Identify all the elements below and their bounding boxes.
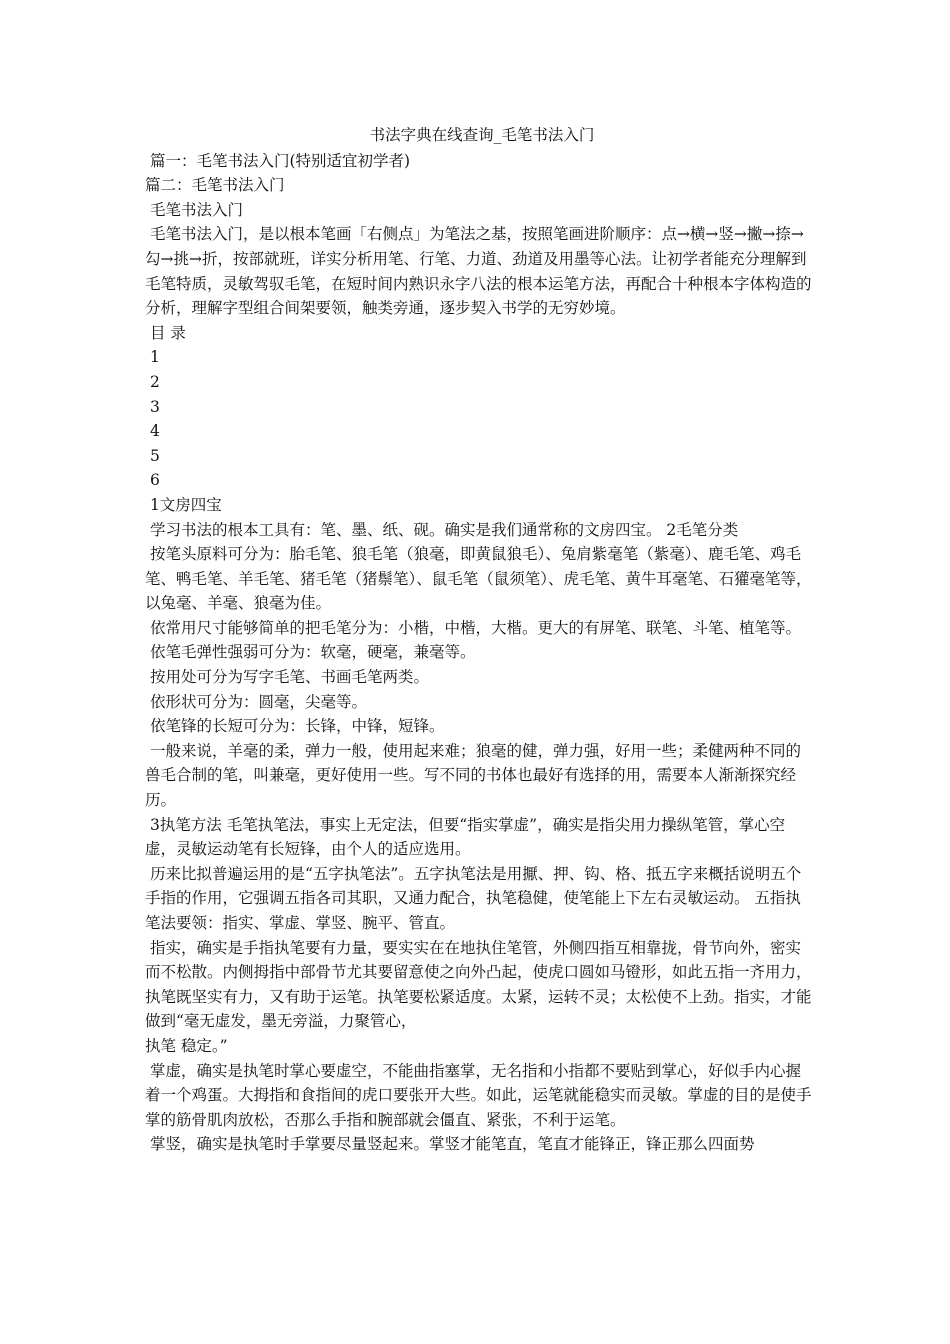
paragraph: 5	[145, 446, 160, 465]
paragraph: 依笔锋的长短可分为：长锋，中锋，短锋。	[145, 717, 445, 736]
document-title: 书法字典在线查询_毛笔书法入门	[369, 126, 595, 144]
paragraph: 目 录	[145, 323, 186, 342]
paragraph: 依形状可分为：圆毫，尖毫等。	[145, 692, 367, 711]
paragraph: 依常用尺寸能够简单的把毛笔分为：小楷，中楷，大楷。更大的有屏笔、联笔、斗笔、植笔等。	[145, 618, 801, 637]
paragraph-list	[145, 149, 813, 1157]
paragraph: 篇一：毛笔书法入门(特别适宜初学者)	[145, 151, 411, 170]
paragraph: 1文房四宝	[145, 495, 222, 514]
paragraph: 执笔 稳定。”	[145, 1036, 228, 1055]
document-body	[145, 123, 813, 1157]
paragraph: 2	[145, 372, 160, 391]
paragraph: 指实，确实是手指执笔要有力量，要实实在在地执住笔管，外侧四指互相靠拢，骨节向外，密实而不松散。内侧拇指中部骨节尤其要留意使之向外凸起，使虎口圆如马镫形，如此五指一齐用力，执笔既坚实有力，又有助于运笔。执笔要松紧适度。太紧，运转不灵；太松使不上劲。指实，才能做到“毫无虚发，墨无旁溢，力聚管心，	[145, 938, 812, 1031]
paragraph: 掌虚，确实是执笔时掌心要虚空，不能曲指塞掌，无名指和小指都不要贴到掌心，好似手内心握着一个鸡蛋。大拇指和食指间的虎口要张开大些。如此，运笔就能稳实而灵敏。掌虚的目的是使手掌的筋骨肌肉放松，否那么手指和腕部就会僵直、紧张，不利于运笔。	[145, 1061, 812, 1129]
paragraph: 3执笔方法 毛笔执笔法，事实上无定法，但要“指实掌虚”，确实是指尖用力操纵笔管，掌心空虚，灵敏运动笔有长短锋，由个人的适应选用。	[145, 815, 786, 859]
paragraph: 一般来说，羊毫的柔，弹力一般，使用起来难；狼毫的健，弹力强，好用一些；柔健两种不同的兽毛合制的笔，叫兼毫，更好使用一些。写不同的书体也最好有选择的用，需要本人渐渐探究经历。	[145, 741, 801, 810]
paragraph: 1	[145, 348, 160, 367]
paragraph: 毛笔书法入门，是以根本笔画「右侧点」为笔法之基，按照笔画进阶顺序：点→横→竖→撇→捺→勾→挑→折，按部就班，详实分析用笔、行笔、力道、劲道及用墨等心法。让初学者能充分理解到毛笔特质，灵敏驾驭毛笔，在短时间内熟识永字八法的根本运笔方法，再配合十种根本字体构造的分析，理解字型组合间架要领，触类旁通，逐步契入书学的无穷妙境。	[145, 225, 812, 318]
paragraph: 依笔毛弹性强弱可分为：软毫，硬毫，兼毫等。	[145, 643, 476, 662]
paragraph: 掌竖，确实是执笔时手掌要尽量竖起来。掌竖才能笔直，笔直才能锋正，锋正那么四面势	[145, 1135, 755, 1154]
paragraph: 4	[145, 422, 160, 441]
paragraph: 学习书法的根本工具有：笔、墨、纸、砚。确实是我们通常称的文房四宝。 2毛笔分类	[145, 520, 739, 539]
paragraph: 毛笔书法入门	[145, 200, 243, 219]
paragraph: 6	[145, 471, 160, 490]
paragraph: 历来比拟普遍运用的是“五字执笔法”。五字执笔法是用擫、押、钩、格、抵五字来概括说明五个手指的作用，它强调五指各司其职，又通力配合，执笔稳健，使笔能上下左右灵敏运动。 五指执笔法要领：指实、掌虚、掌竖、腕平、管直。	[145, 864, 802, 932]
paragraph: 3	[145, 397, 160, 416]
paragraph: 按用处可分为写字毛笔、书画毛笔两类。	[145, 668, 429, 687]
paragraph: 篇二：毛笔书法入门	[145, 176, 285, 195]
paragraph: 按笔头原料可分为：胎毛笔、狼毛笔（狼毫，即黄鼠狼毛）、兔肩紫毫笔（紫毫）、鹿毛笔、鸡毛笔、鸭毛笔、羊毛笔、猪毛笔（猪鬃笔）、鼠毛笔（鼠须笔）、虎毛笔、黄牛耳毫笔、石獾毫笔等，以兔毫、羊毫、狼毫为佳。	[145, 545, 812, 613]
